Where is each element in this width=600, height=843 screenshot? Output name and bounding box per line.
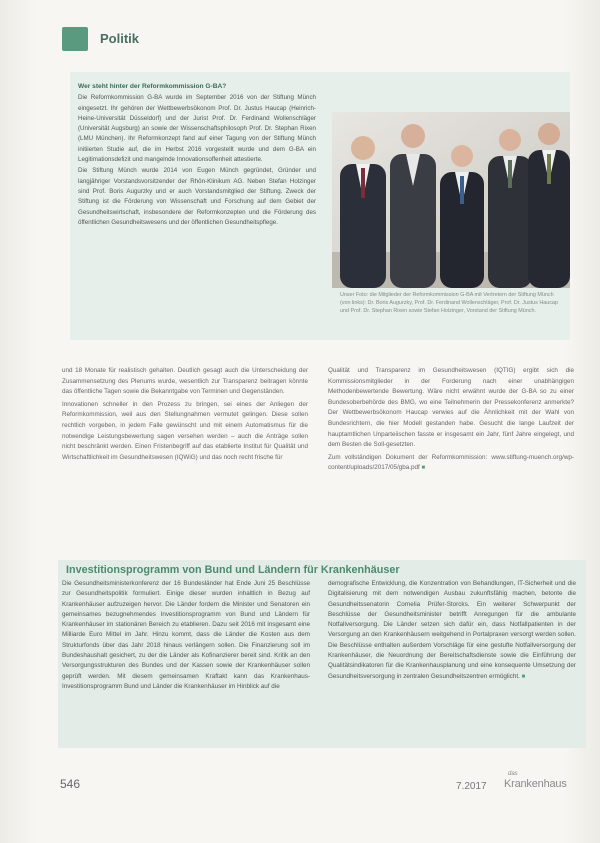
group-photo-illustration [332,112,570,288]
group-photo [332,112,570,288]
article-paragraph [328,453,574,474]
article-paragraph: Qualität und Transparenz im Gesundheitswesen (IQTIG) ergibt sich die Kommissionsmitglieder in der Forderung nach einer unabhängigen Methodenbewertende Bewertung. Wäre nicht erwähnt wurde der G-BA so zu einer Bundesoberbehörde des BMG, wo eine Teilnehmerin der Pressekonferenz anmerkte? Der Wettbewerbsökonom Haucap verwies auf die Ähnlichkeit mit der Wahl von Bundesrichtern, die hier Modell gestanden habe. Gesucht die lange Laufzeit der hauptamtlichen Unparteiischen fasste er insgesamt ein Jahr, fünf Jahre eingelegt, und dem Besten die Soll-gesetzten. [328,367,574,449]
section-label: Politik [100,31,140,46]
article-column-2 [328,366,574,476]
infobox-title: Wer steht hinter der Reformkommission G-BA? [78,83,227,90]
logo-krankenhaus: Krankenhaus [504,778,567,790]
infobox [78,82,316,229]
logo-das: das [508,771,518,777]
article-paragraph: und 18 Monate für realistisch gehalten. Deutlich gesagt auch die Unterscheidung der Zusammensetzung des Plenums wurde, wesentlich zur Transparenz beitragen könnte das öffentliche Tagen sowie die Bekanntgabe von Terminen und Gegenständen. [62,367,308,396]
photo-caption: Unser Foto: die Mitglieder der Reformkommission G-BA mit Vertretern der Stiftung Münch (von links): Dr. Boris Augurzky, Prof. Dr. Ferdinand Wollenschläger, Prof. Dr. Justus Haucap und Prof. Dr. Stephan Rixen sowie Stefan Holzinger, Vorstand der Stiftung Münch. [340,292,558,314]
info-box-2-column-1: Die Gesundheitsministerkonferenz der 16 Bundesländer hat Ende Juni 25 Beschlüsse zur Gesundheitspolitik formuliert. Einige dieser wurden inhaltlich in Bezug auf Krankenhäuser aufzuzeigen hervor. Die Länder fordern die Minister und Senatoren ein gemeinsames bezugnehmendes Investitionsprogramm von Bund und Ländern für Krankenhäuser im stationären Bereich zu etablieren. Dazu seit 2016 mit insgesamt eine Milliarde Euro Mittel im Jahr. Hinzu kommt, dass die Länder die Kosten aus dem Strukturfonds über das Jahr 2018 hinaus verlängern sollen. Die Finanzierung soll im Bundeshaushalt gesichert, zu der die Länder als Kofinanzierer bereit sind. Kritik an den Versorgungsstrukturen des Bundes und der Kassen sowie der Krankenhäuser sollen geprüft werden. Mit diesem gemeinsamen Kraftakt kann das Krankenhaus-Investitionsprogramm Bund und Länder die Krankenhäuser im Hinblick auf die [62,580,310,690]
magazine-logo [498,771,578,793]
end-mark-icon: ■ [421,465,426,472]
page-number: 546 [60,777,81,791]
issue-number: 7.2017 [456,781,487,792]
source-link[interactable]: Zum vollständigen Dokument der Reformkommission: www.stiftung-muench.org/wp-content/uploads/2017/05/gba.pdf [328,453,574,472]
article-column-1 [62,366,308,465]
info-box-2-title: Investitionsprogramm von Bund und Ländern für Krankenhäuser [66,564,400,576]
info-box-2-column-2 [328,579,576,682]
article-paragraph: Innovationen schneller in den Prozess zu bringen, sei eines der Anliegen der Reformkommission, weil aus den Stellungnahmen vermutet gelingen. Diese sollen rechtlich vorgeben, in jedem Falle gewünscht und mit einem Automatismus für die notwendige Leistungsbewertung sagen versehen werden – auch die Anträge sollen nicht beschränkt werden. Einen Fristenbegriff auf das etablierte Institut für Qualität und Wirtschaftlichkeit im Gesundheitswesen (IQWiG) und das noch recht frische für [62,400,308,461]
section-color-tab [62,27,88,51]
end-mark-icon: ■ [521,673,526,680]
info-box-2-paragraph: demografische Entwicklung, die Konzentration von Behandlungen, IT-Sicherheit und die Digitalisierung mit dem notwendigen Ausbau zukunftsfähig machen, betonte die Gesundheitssenatorin Cornelia Prüfer-Storcks. Ein weiterer Schwerpunkt der Beschlüsse der Gesundheitsminister betrifft Anregungen für die ambulante Notfallversorgung. Die Länder setzen sich dafür ein, dass Notfallpatienten in der Versorgung an den Krankenhäusern weitgehend in Portalpraxen versorgt werden sollen. Die Beschlüsse enthalten außerdem Vorschläge für eine gestufte Notfallversorgung der Krankenhäuser, die Neuordnung der Bereitschaftsdienste sowie die Einführung der Qualitätsindikatoren für die Krankenhausplanung und eine konsequente Umsetzung der Gesundheitsversorgung in zentralen Gesundheitszentren ermöglicht. [328,580,576,680]
infobox-paragraph: Die Stiftung Münch wurde 2014 von Eugen Münch gegründet, Gründer und langjähriger Vorstandsvorsitzender der Rhön-Klinikum AG. Neben Stefan Holzinger sind Prof. Boris Augurzky und er auch Vorstandsmitglied der Stiftung. Zweck der Stiftung ist die Förderung von Wissenschaft und Forschung auf dem Gebiet der Gesundheitswirtschaft, insbesondere der Reformkonzepten und die Förderung des öffentlichen Gesundheitswesens und der öffentlichen Gesundheitspflege. [78,167,316,226]
infobox-paragraph: Die Reformkommission G-BA wurde im September 2016 von der Stiftung Münch eingesetzt. Ihr gehören der Wettbewerbsökonom Prof. Dr. Justus Haucap (Heinrich-Heine-Universität Düsseldorf) und der Jurist Prof. Dr. Ferdinand Wollenschläger (Universität Augsburg) an sowie der Wissenschaftsphilosoph Prof. Dr. Stephan Rixen (LMU München). Ihr Reformkonzept fand auf einer Tagung von der Stiftung Münch initiierten Studie auf, die im Herbst 2016 vorgestellt wurde und dem G-BA ein Legitimationsdefizit und mangelnde Innovationsoffenheit attestierte. [78,94,316,164]
